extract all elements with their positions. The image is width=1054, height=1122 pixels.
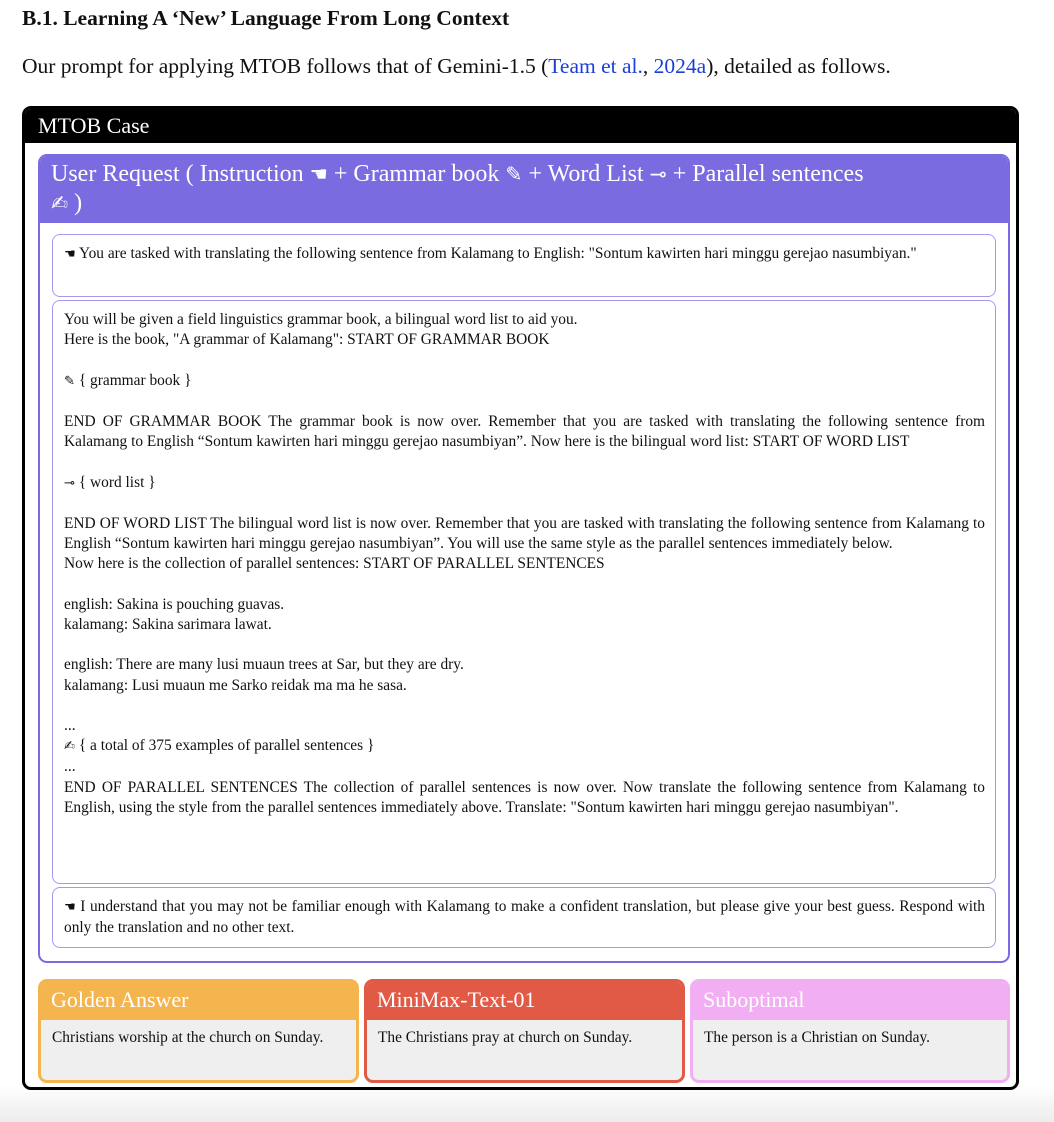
wordlist-end-paragraph: END OF WORD LIST The bilingual word list is now over. Remember that you are tasked with translating the following sentence from Kalamang to English “Sontum kawirten hari minggu gerejao nasumbiyan”. You will use the same style as the parallel sentences immediately below. <box>64 514 985 553</box>
body-line-1: You will be given a field linguistics grammar book, a bilingual word list to aid you. <box>64 311 578 328</box>
parallel-placeholder-text: { a total of 375 examples of parallel sentences } <box>74 737 375 755</box>
user-request-header <box>40 156 1008 223</box>
instruction-box-top <box>52 234 996 297</box>
example-2-english: english: There are many lusi muaun trees at Sar, but they are dry. <box>64 656 464 674</box>
example-2-kalamang: kalamang: Lusi muaun me Sarko reidak ma ma he sasa. <box>64 676 407 694</box>
section-title: B.1. Learning A ‘New’ Language From Long Context <box>22 6 510 30</box>
pencil-icon: ✎ <box>64 373 75 389</box>
golden-answer-box <box>38 979 359 1083</box>
user-request-box <box>38 154 1010 963</box>
grammar-placeholder <box>64 371 985 392</box>
instruction-icon: ☚ <box>64 900 76 915</box>
golden-answer-title: Golden Answer <box>41 982 356 1020</box>
grammar-placeholder-text: { grammar book } <box>74 371 192 389</box>
prompt-body-box <box>52 300 996 884</box>
suboptimal-answer-title: Suboptimal <box>693 982 1007 1020</box>
instruction-bottom-content: I understand that you may not be familiar enough with Kalamang to make a confident translation, but please give your best guess. Respond with only the translation and no other text. <box>64 898 985 937</box>
instruction-icon: ☚ <box>64 247 76 262</box>
parallel-placeholder <box>64 736 985 757</box>
ellipsis-1: ... <box>64 716 76 734</box>
case-title: MTOB Case <box>25 109 1016 143</box>
minimax-answer-box <box>364 979 685 1083</box>
pencil-icon: ✎ <box>505 162 523 186</box>
header-wordlist: + Word List <box>522 161 650 187</box>
header-grammar: + Grammar book <box>327 161 506 187</box>
intro-after: ), detailed as follows. <box>706 54 891 78</box>
example-1-english: english: Sakina is pouching guavas. <box>64 595 285 613</box>
header-suffix: ) <box>68 190 83 216</box>
minimax-answer-title: MiniMax-Text-01 <box>367 982 682 1020</box>
instruction-box-bottom <box>52 887 996 948</box>
suboptimal-answer-box <box>690 979 1010 1083</box>
intro-paragraph <box>22 54 891 79</box>
example-1-kalamang: kalamang: Sakina sarimara lawat. <box>64 615 272 633</box>
intro-before: Our prompt for applying MTOB follows that of Gemini-1.5 ( <box>22 54 549 78</box>
instruction-top-text <box>64 244 985 265</box>
parallel-start-line: Now here is the collection of parallel sentences: START OF PARALLEL SENTENCES <box>64 555 605 573</box>
parallel-end-paragraph: END OF PARALLEL SENTENCES The collection of parallel sentences is now over. Now translate the following sentence from Kalamang to English, using the style from the parallel sentences immediately above. Translate: "Sontum kawirten hari minggu gerejao nasumbiyan". <box>64 778 985 816</box>
header-prefix: User Request ( Instruction <box>51 161 310 187</box>
instruction-icon: ☚ <box>309 162 328 186</box>
citation-author-link[interactable]: Team et al. <box>548 54 643 78</box>
link-icon: ⊸ <box>64 475 75 491</box>
intro-sep: , <box>642 54 654 78</box>
writing-hand-icon: ✍ <box>64 739 75 755</box>
writing-hand-icon: ✍ <box>51 191 69 215</box>
minimax-answer-text: The Christians pray at church on Sunday. <box>378 1029 633 1046</box>
citation-year-link[interactable]: 2024a <box>653 54 707 78</box>
header-parallel: + Parallel sentences <box>666 161 864 187</box>
ellipsis-2: ... <box>64 758 76 776</box>
instruction-top-content: You are tasked with translating the following sentence from Kalamang to English: "Sontum kawirten hari minggu gerejao nasumbiyan." <box>75 245 917 262</box>
golden-answer-text: Christians worship at the church on Sunday. <box>52 1029 324 1046</box>
mtob-case-box <box>22 106 1019 1090</box>
suboptimal-answer-text: The person is a Christian on Sunday. <box>704 1029 930 1046</box>
wordlist-placeholder-text: { word list } <box>74 473 156 491</box>
instruction-bottom-text <box>64 897 985 938</box>
body-line-2: Here is the book, "A grammar of Kalamang": START OF GRAMMAR BOOK <box>64 331 550 349</box>
grammar-end-paragraph: END OF GRAMMAR BOOK The grammar book is now over. Remember that you are tasked with translating the following sentence from Kalamang to English “Sontum kawirten hari minggu gerejao nasumbiyan”. Now here is the bilingual word list: START OF WORD LIST <box>64 412 985 451</box>
link-icon: ⊸ <box>649 162 667 186</box>
wordlist-placeholder <box>64 473 985 494</box>
